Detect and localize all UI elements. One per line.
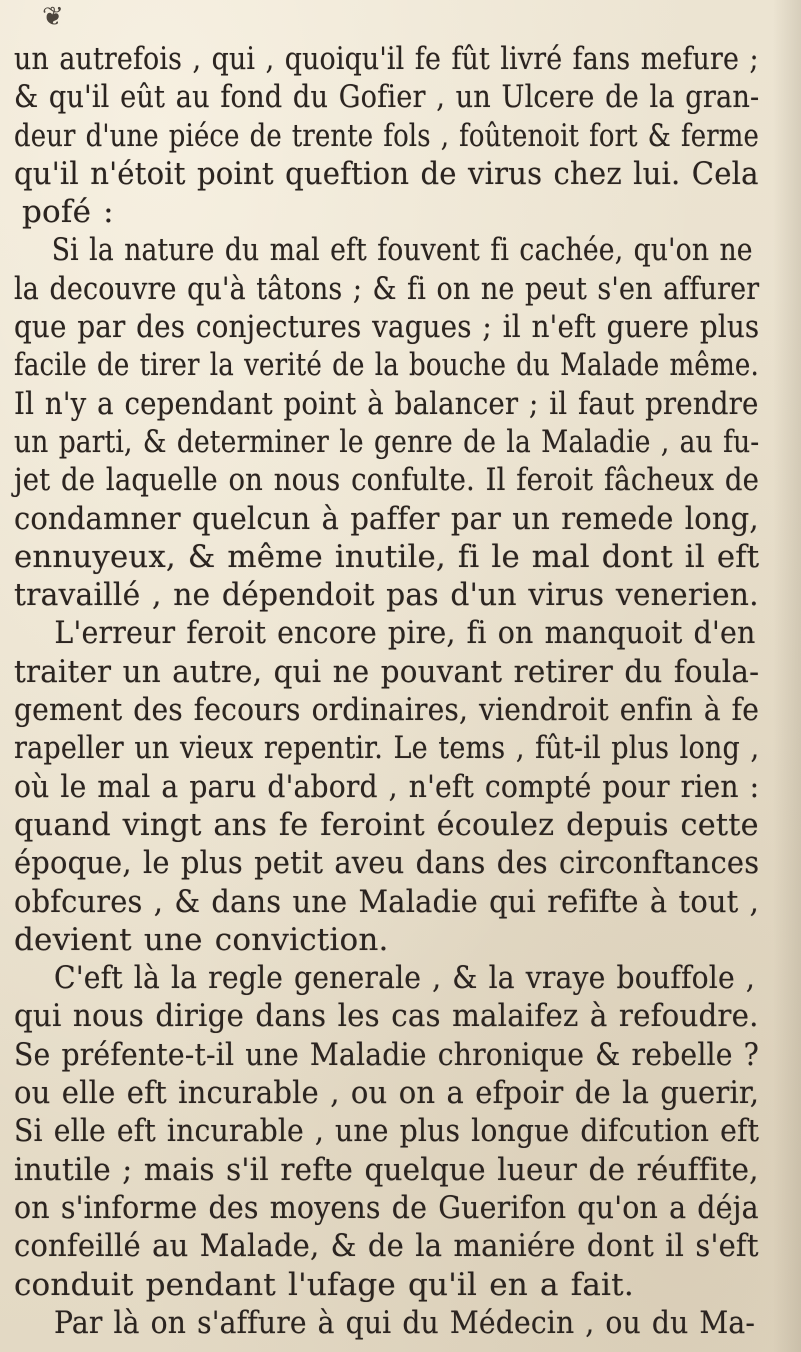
text-line: où le mal a paru d'abord , n'eft compté pour rien : bbox=[14, 768, 760, 805]
text-line: Si elle eft incurable , une plus longue difcution eft bbox=[14, 1113, 760, 1150]
text-line: condamner quelcun à paffer par un remede long, bbox=[14, 500, 759, 537]
text-line: inutile ; mais s'il refte quelque lueur de réuffite, bbox=[14, 1151, 759, 1188]
text-line: devient une conviction. bbox=[14, 921, 389, 958]
text-line: la decouvre qu'à tâtons ; & fi on ne peut s'en affurer bbox=[14, 270, 760, 307]
text-line: on s'informe des moyens de Guerifon qu'on a déja bbox=[14, 1189, 759, 1226]
text-line: conduit pendant l'ufage qu'il en a fait. bbox=[14, 1266, 634, 1303]
text-line: qu'il n'étoit point queftion de virus chez lui. Cela bbox=[14, 155, 759, 192]
text-line: qui nous dirige dans les cas malaifez à refoudre. bbox=[14, 998, 759, 1035]
text-line: obfcures , & dans une Maladie qui refifte à tout , bbox=[14, 883, 760, 920]
paragraph-start-line: C'eft là la regle generale , & la vraye bouffole , bbox=[54, 960, 755, 997]
text-line: facile de tirer la verité de la bouche du Malade même. bbox=[14, 347, 759, 384]
text-line: rapeller un vieux repentir. Le tems , fût-il plus long , bbox=[14, 730, 760, 767]
page-text bbox=[14, 40, 759, 1342]
page-edge-shadow bbox=[773, 0, 801, 1352]
text-line: ou elle eft incurable , ou on a efpoir de la guerir, bbox=[14, 1075, 760, 1112]
paragraph-start-line: Par là on s'affure à qui du Médecin , ou du Ma- bbox=[54, 1304, 756, 1341]
text-line: jet de laquelle on nous confulte. Il feroit fâcheux de bbox=[14, 462, 760, 499]
text-line: traiter un autre, qui ne pouvant retirer du foula- bbox=[14, 653, 760, 690]
text-line: que par des conjectures vagues ; il n'eft guere plus bbox=[14, 309, 760, 346]
text-line: confeillé au Malade, & de la maniére dont il s'eft bbox=[14, 1228, 759, 1265]
text-line: époque, le plus petit aveu dans des circonftances bbox=[14, 845, 760, 882]
text-line: Il n'y a cependant point à balancer ; il faut prendre bbox=[14, 385, 759, 422]
text-line: quand vingt ans fe feroint écoulez depuis cette bbox=[14, 806, 759, 843]
text-line: travaillé , ne dépendoit pas d'un virus venerien. bbox=[14, 577, 759, 614]
text-line: un autrefois , qui , quoiqu'il fe fût livré fans mefure ; bbox=[14, 41, 759, 77]
text-line: pofé : bbox=[22, 194, 114, 231]
paragraph-start-line: L'erreur feroit encore pire, fi on manquoit d'en bbox=[54, 615, 756, 652]
text-line: & qu'il eût au fond du Gofier , un Ulcere de la gran- bbox=[14, 79, 760, 116]
paragraph-start-line: Si la nature du mal eft fouvent fi cachée, qu'on ne bbox=[51, 232, 753, 269]
text-line: un parti, & determiner le genre de la Maladie , au fu- bbox=[14, 423, 760, 460]
text-line: Se préfente-t-il une Maladie chronique & rebelle ? bbox=[14, 1036, 760, 1073]
text-line: gement des fecours ordinaires, viendroit enfin à fe bbox=[14, 692, 760, 729]
text-line: ennuyeux, & même inutile, fi le mal dont il eft bbox=[14, 538, 760, 575]
text-line: deur d'une piéce de trente fols , foûtenoit fort & ferme bbox=[14, 117, 759, 154]
ornament-glyph: ❦ bbox=[42, 2, 64, 32]
